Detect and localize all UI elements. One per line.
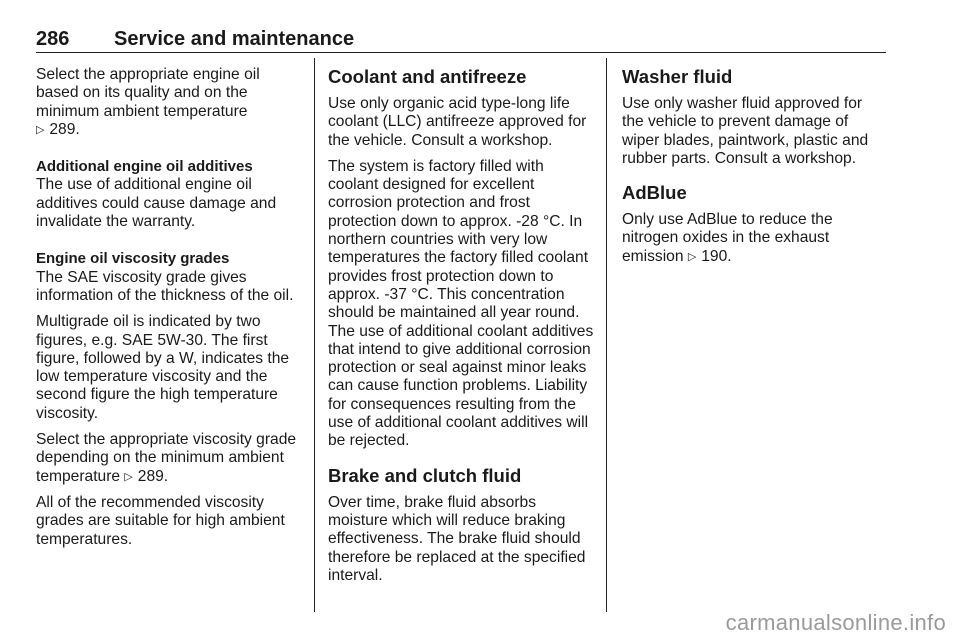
column-right <box>622 66 884 274</box>
column-left <box>36 66 301 557</box>
paragraph: The system is factory filled with coolant designed for excellent corrosion protection and frost protection down to approx. -28 °C. In northern countries with very low temperatures the factory filled coolant provides frost protection down to approx. -37 °C. This concentration should be maintained all year round. The use of additional coolant additives that intend to give additional corrosion protection or seal against minor leaks can cause function problems. Liability for consequences resulting from the use of additional coolant additives will be rejected. <box>328 157 594 450</box>
column-divider-1 <box>314 58 315 612</box>
heading-adblue: AdBlue <box>622 182 687 204</box>
page-reference-arrow-icon: ▷ <box>124 470 133 483</box>
paragraph <box>622 211 884 266</box>
heading-brake: Brake and clutch fluid <box>328 464 522 486</box>
paragraph <box>36 431 301 486</box>
paragraph: All of the recommended viscosity grades are suitable for high ambient temperatures. <box>36 493 285 548</box>
page-reference-arrow-icon: ▷ <box>687 250 697 263</box>
watermark: carmanualsonline.info <box>725 610 946 635</box>
page-header <box>36 26 886 53</box>
text: Only use AdBlue to reduce the nitrogen oxides in the exhaust emission <box>622 211 833 265</box>
column-divider-2 <box>606 58 607 612</box>
paragraph <box>36 66 301 139</box>
column-middle <box>328 66 596 593</box>
page-reference-link[interactable]: 190. <box>701 247 732 265</box>
subheading-additives: Additional engine oil additives <box>36 158 253 176</box>
paragraph: Use only washer fluid approved for the vehicle to prevent damage of wiper blades, paintwork, plastic and rubber parts. Consult a workshop. <box>622 95 869 167</box>
paragraph: Over time, brake fluid absorbs moisture which will reduce braking effectiveness. The brake fluid should therefore be replaced at the specified interval. <box>328 493 586 584</box>
paragraph: Use only organic acid type-long life coolant (LLC) antifreeze approved for the vehicle. Consult a workshop. <box>328 95 587 149</box>
paragraph: The use of additional engine oil additives could cause damage and invalidate the warranty. <box>36 176 277 231</box>
page-reference-arrow-icon: ▷ <box>36 123 45 136</box>
heading-washer: Washer fluid <box>622 66 733 87</box>
text: Select the appropriate viscosity grade depending on the minimum ambient temperature <box>36 431 297 485</box>
subheading-viscosity: Engine oil viscosity grades <box>36 250 230 268</box>
page-reference-link[interactable]: 289. <box>137 467 169 485</box>
section-title: Service and maintenance <box>114 28 355 50</box>
paragraph: Multigrade oil is indicated by two figures, e.g. SAE 5W-30. The first figure, followed by a W, indicates the low temperature viscosity and the second figure the high temperature viscosity. <box>36 313 290 422</box>
text: Select the appropriate engine oil based on its quality and on the minimum ambient temperature <box>36 66 260 120</box>
heading-coolant: Coolant and antifreeze <box>328 66 527 87</box>
page-reference-link[interactable]: 289. <box>49 120 80 138</box>
paragraph: The SAE viscosity grade gives information of the thickness of the oil. <box>36 268 294 304</box>
page-number: 286 <box>36 28 70 50</box>
